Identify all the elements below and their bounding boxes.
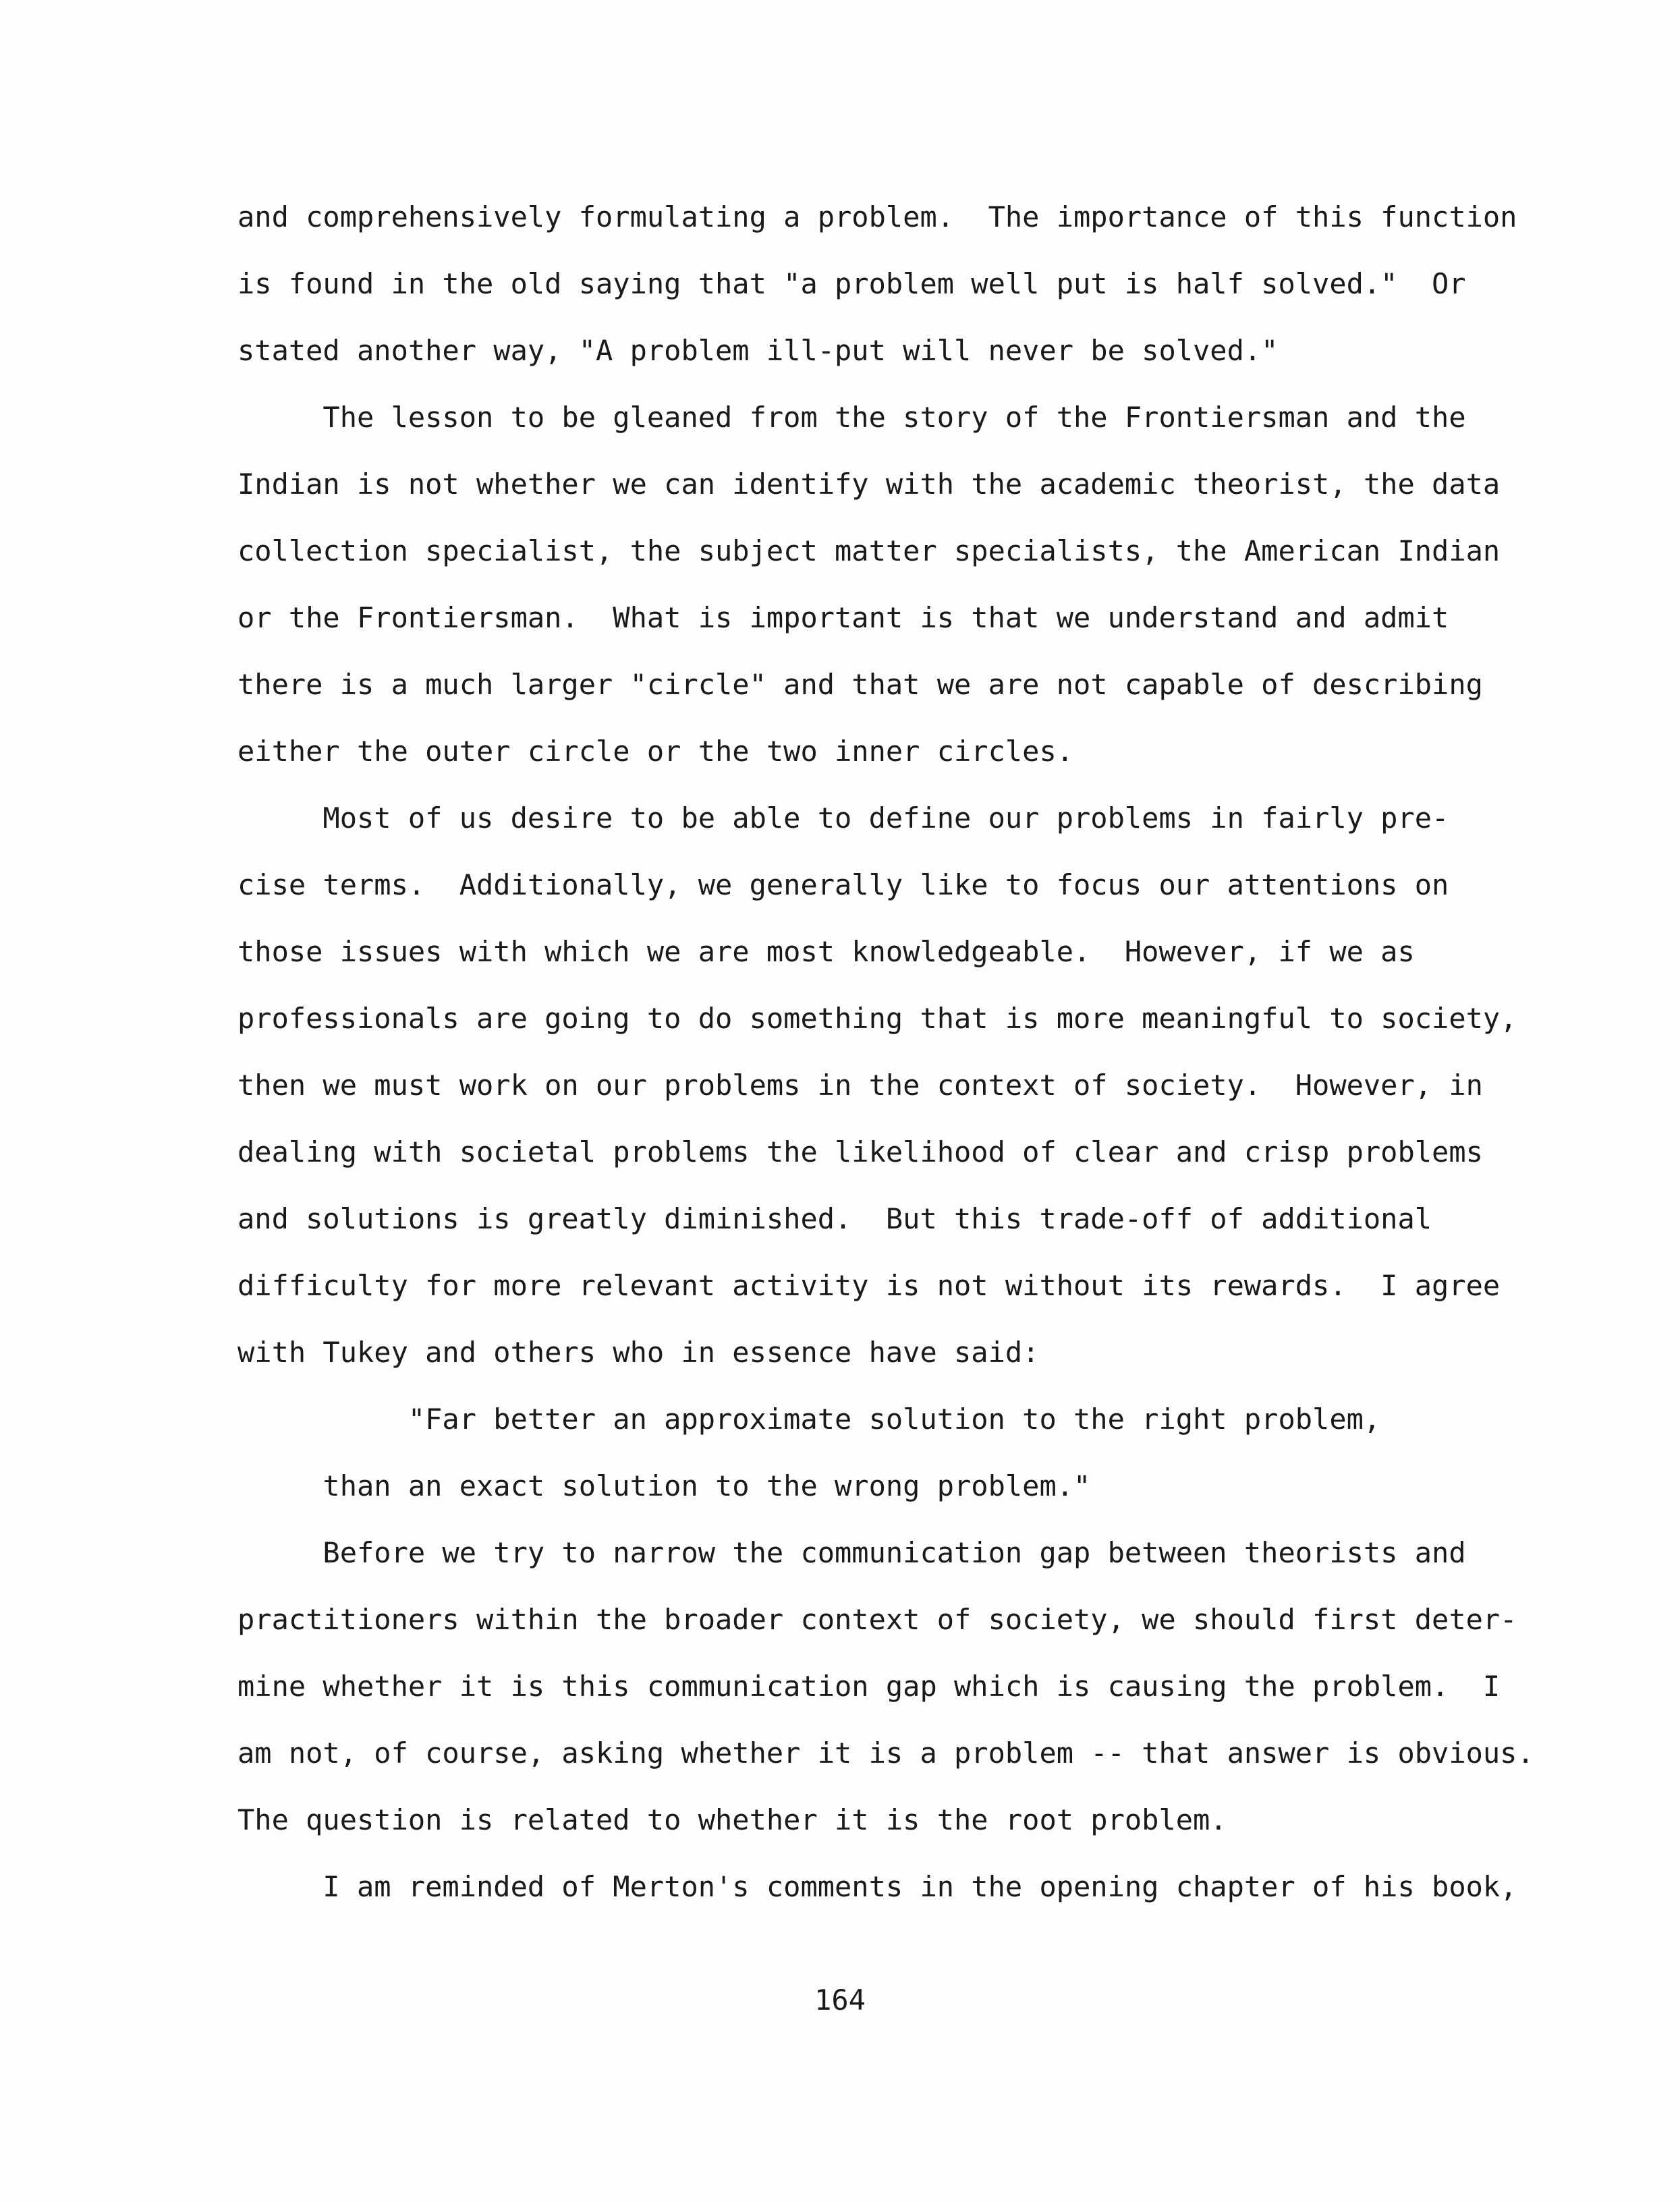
text-line: either the outer circle or the two inner circles. (237, 735, 1074, 768)
text-line: and comprehensively formulating a problem. The importance of this function (237, 200, 1517, 233)
text-line: Most of us desire to be able to define our problems in fairly pre- (237, 801, 1449, 835)
text-line: mine whether it is this communication gap which is causing the problem. I (237, 1670, 1501, 1703)
text-line: stated another way, "A problem ill-put will never be solved." (237, 334, 1279, 367)
text-line: collection specialist, the subject matter specialists, the American Indian (237, 534, 1501, 567)
text-line: with Tukey and others who in essence have said: (237, 1336, 1040, 1369)
text-line: there is a much larger "circle" and that we are not capable of describing (237, 668, 1483, 701)
text-line: practitioners within the broader context of society, we should first deter- (237, 1603, 1517, 1636)
text-line: those issues with which we are most knowledgeable. However, if we as (237, 935, 1415, 968)
quote-line: than an exact solution to the wrong problem." (237, 1469, 1091, 1502)
text-line: is found in the old saying that "a problem well put is half solved." Or (237, 267, 1466, 300)
text-line: The lesson to be gleaned from the story of the Frontiersman and the (237, 401, 1466, 434)
text-line: The question is related to whether it is the root problem. (237, 1803, 1227, 1836)
quote-line: "Far better an approximate solution to the right problem, (237, 1403, 1381, 1436)
text-line: Before we try to narrow the communication gap between theorists and (237, 1536, 1466, 1569)
text-line: difficulty for more relevant activity is not without its rewards. I agree (237, 1269, 1501, 1302)
text-line: I am reminded of Merton's comments in the opening chapter of his book, (237, 1870, 1517, 1903)
text-line: and solutions is greatly diminished. But this trade-off of additional (237, 1202, 1432, 1235)
text-line: cise terms. Additionally, we generally like to focus our attentions on (237, 868, 1449, 901)
page-number: 164 (814, 1983, 866, 2016)
text-line: then we must work on our problems in the context of society. However, in (237, 1069, 1483, 1102)
text-line: professionals are going to do something that is more meaningful to society, (237, 1002, 1517, 1035)
text-line: or the Frontiersman. What is important is that we understand and admit (237, 601, 1449, 634)
text-line: dealing with societal problems the likelihood of clear and crisp problems (237, 1135, 1483, 1168)
text-line: am not, of course, asking whether it is a problem -- that answer is obvious. (237, 1737, 1534, 1770)
text-line: Indian is not whether we can identify with the academic theorist, the data (237, 468, 1501, 501)
body-text (237, 189, 1534, 1925)
